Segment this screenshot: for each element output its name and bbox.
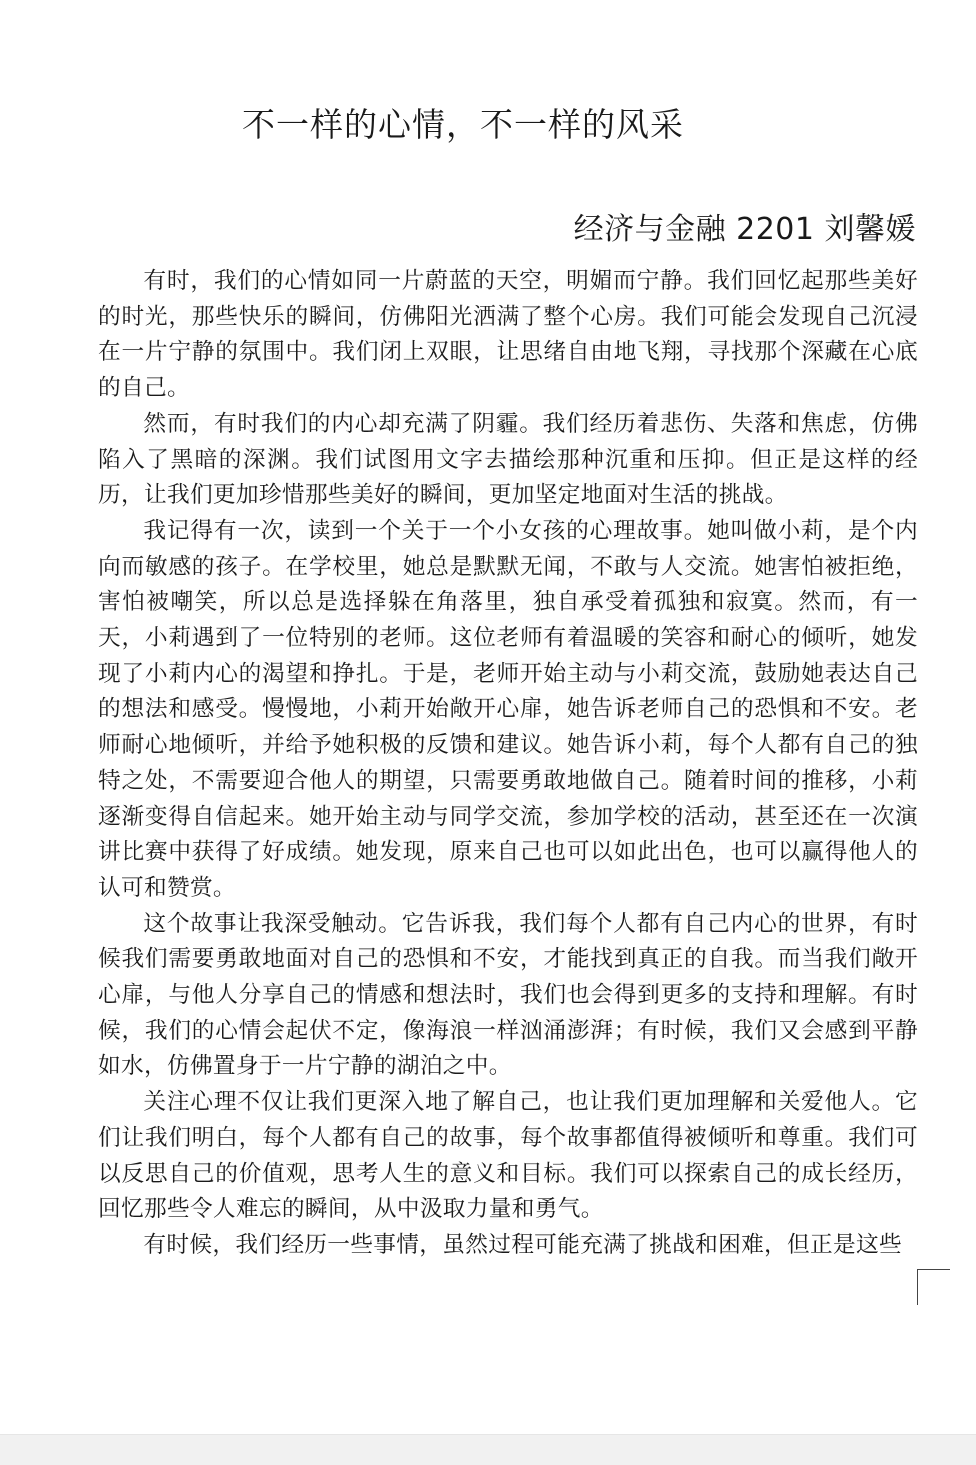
paragraph: 这个故事让我深受触动。它告诉我，我们每个人都有自己内心的世界，有时候我们需要勇敢地面对自己的恐惧和不安，才能找到真正的自我。而当我们敞开心扉，与他人分享自己的情感和想法时，我们也会得到更多的支持和理解。有时候，我们的心情会起伏不定，像海浪一样汹涌澎湃；有时候，我们又会感到平静如水，仿佛置身于一片宁静的湖泊之中。: [98, 910, 918, 1080]
document-title: 不一样的心情，不一样的风采: [242, 105, 684, 144]
paragraph: 我记得有一次，读到一个关于一个小女孩的心理故事。她叫做小莉，是个内向而敏感的孩子。在学校里，她总是默默无闻，不敢与人交流。她害怕被拒绝，害怕被嘲笑，所以总是选择躲在角落里，独自承受着孤独和寂寞。然而，有一天，小莉遇到了一位特别的老师。这位老师有着温暖的笑容和耐心的倾听，她发现了小莉内心的渴望和挣扎。于是，老师开始主动与小莉交流，鼓励她表达自己的想法和感受。慢慢地，小莉开始敞开心扉，她告诉老师自己的恐惧和不安。老师耐心地倾听，并给予她积极的反馈和建议。她告诉小莉，每个人都有自己的独特之处，不需要迎合他人的期望，只需要勇敢地做自己。随着时间的推移，小莉逐渐变得自信起来。她开始主动与同学交流，参加学校的活动，甚至还在一次演讲比赛中获得了好成绩。她发现，原来自己也可以如此出色，也可以赢得他人的认可和赞赏。: [98, 517, 918, 901]
paragraph: 有时，我们的心情如同一片蔚蓝的天空，明媚而宁静。我们回忆起那些美好的时光，那些快乐的瞬间，仿佛阳光洒满了整个心房。我们可能会发现自己沉浸在一片宁静的氛围中。我们闭上双眼，让思绪自由地飞翔，寻找那个深藏在心底的自己。: [98, 268, 918, 402]
paragraph: 有时候，我们经历一些事情，虽然过程可能充满了挑战和困难，但正是这些: [143, 1231, 902, 1258]
document-body: [98, 264, 918, 1264]
author-line: 经济与金融 2201 刘馨媛: [573, 212, 916, 247]
page-corner-mark: [917, 1269, 950, 1305]
paragraph: 然而，有时我们的内心却充满了阴霾。我们经历着悲伤、失落和焦虑，仿佛陷入了黑暗的深渊。我们试图用文字去描绘那种沉重和压抑。但正是这样的经历，让我们更加珍惜那些美好的瞬间，更加坚定地面对生活的挑战。: [98, 410, 918, 509]
bottom-scroll-area[interactable]: [0, 1434, 976, 1465]
paragraph: 关注心理不仅让我们更深入地了解自己，也让我们更加理解和关爱他人。它们让我们明白，每个人都有自己的故事，每个故事都值得被倾听和尊重。我们可以反思自己的价值观，思考人生的意义和目标。我们可以探索自己的成长经历，回忆那些令人难忘的瞬间，从中汲取力量和勇气。: [98, 1089, 918, 1223]
